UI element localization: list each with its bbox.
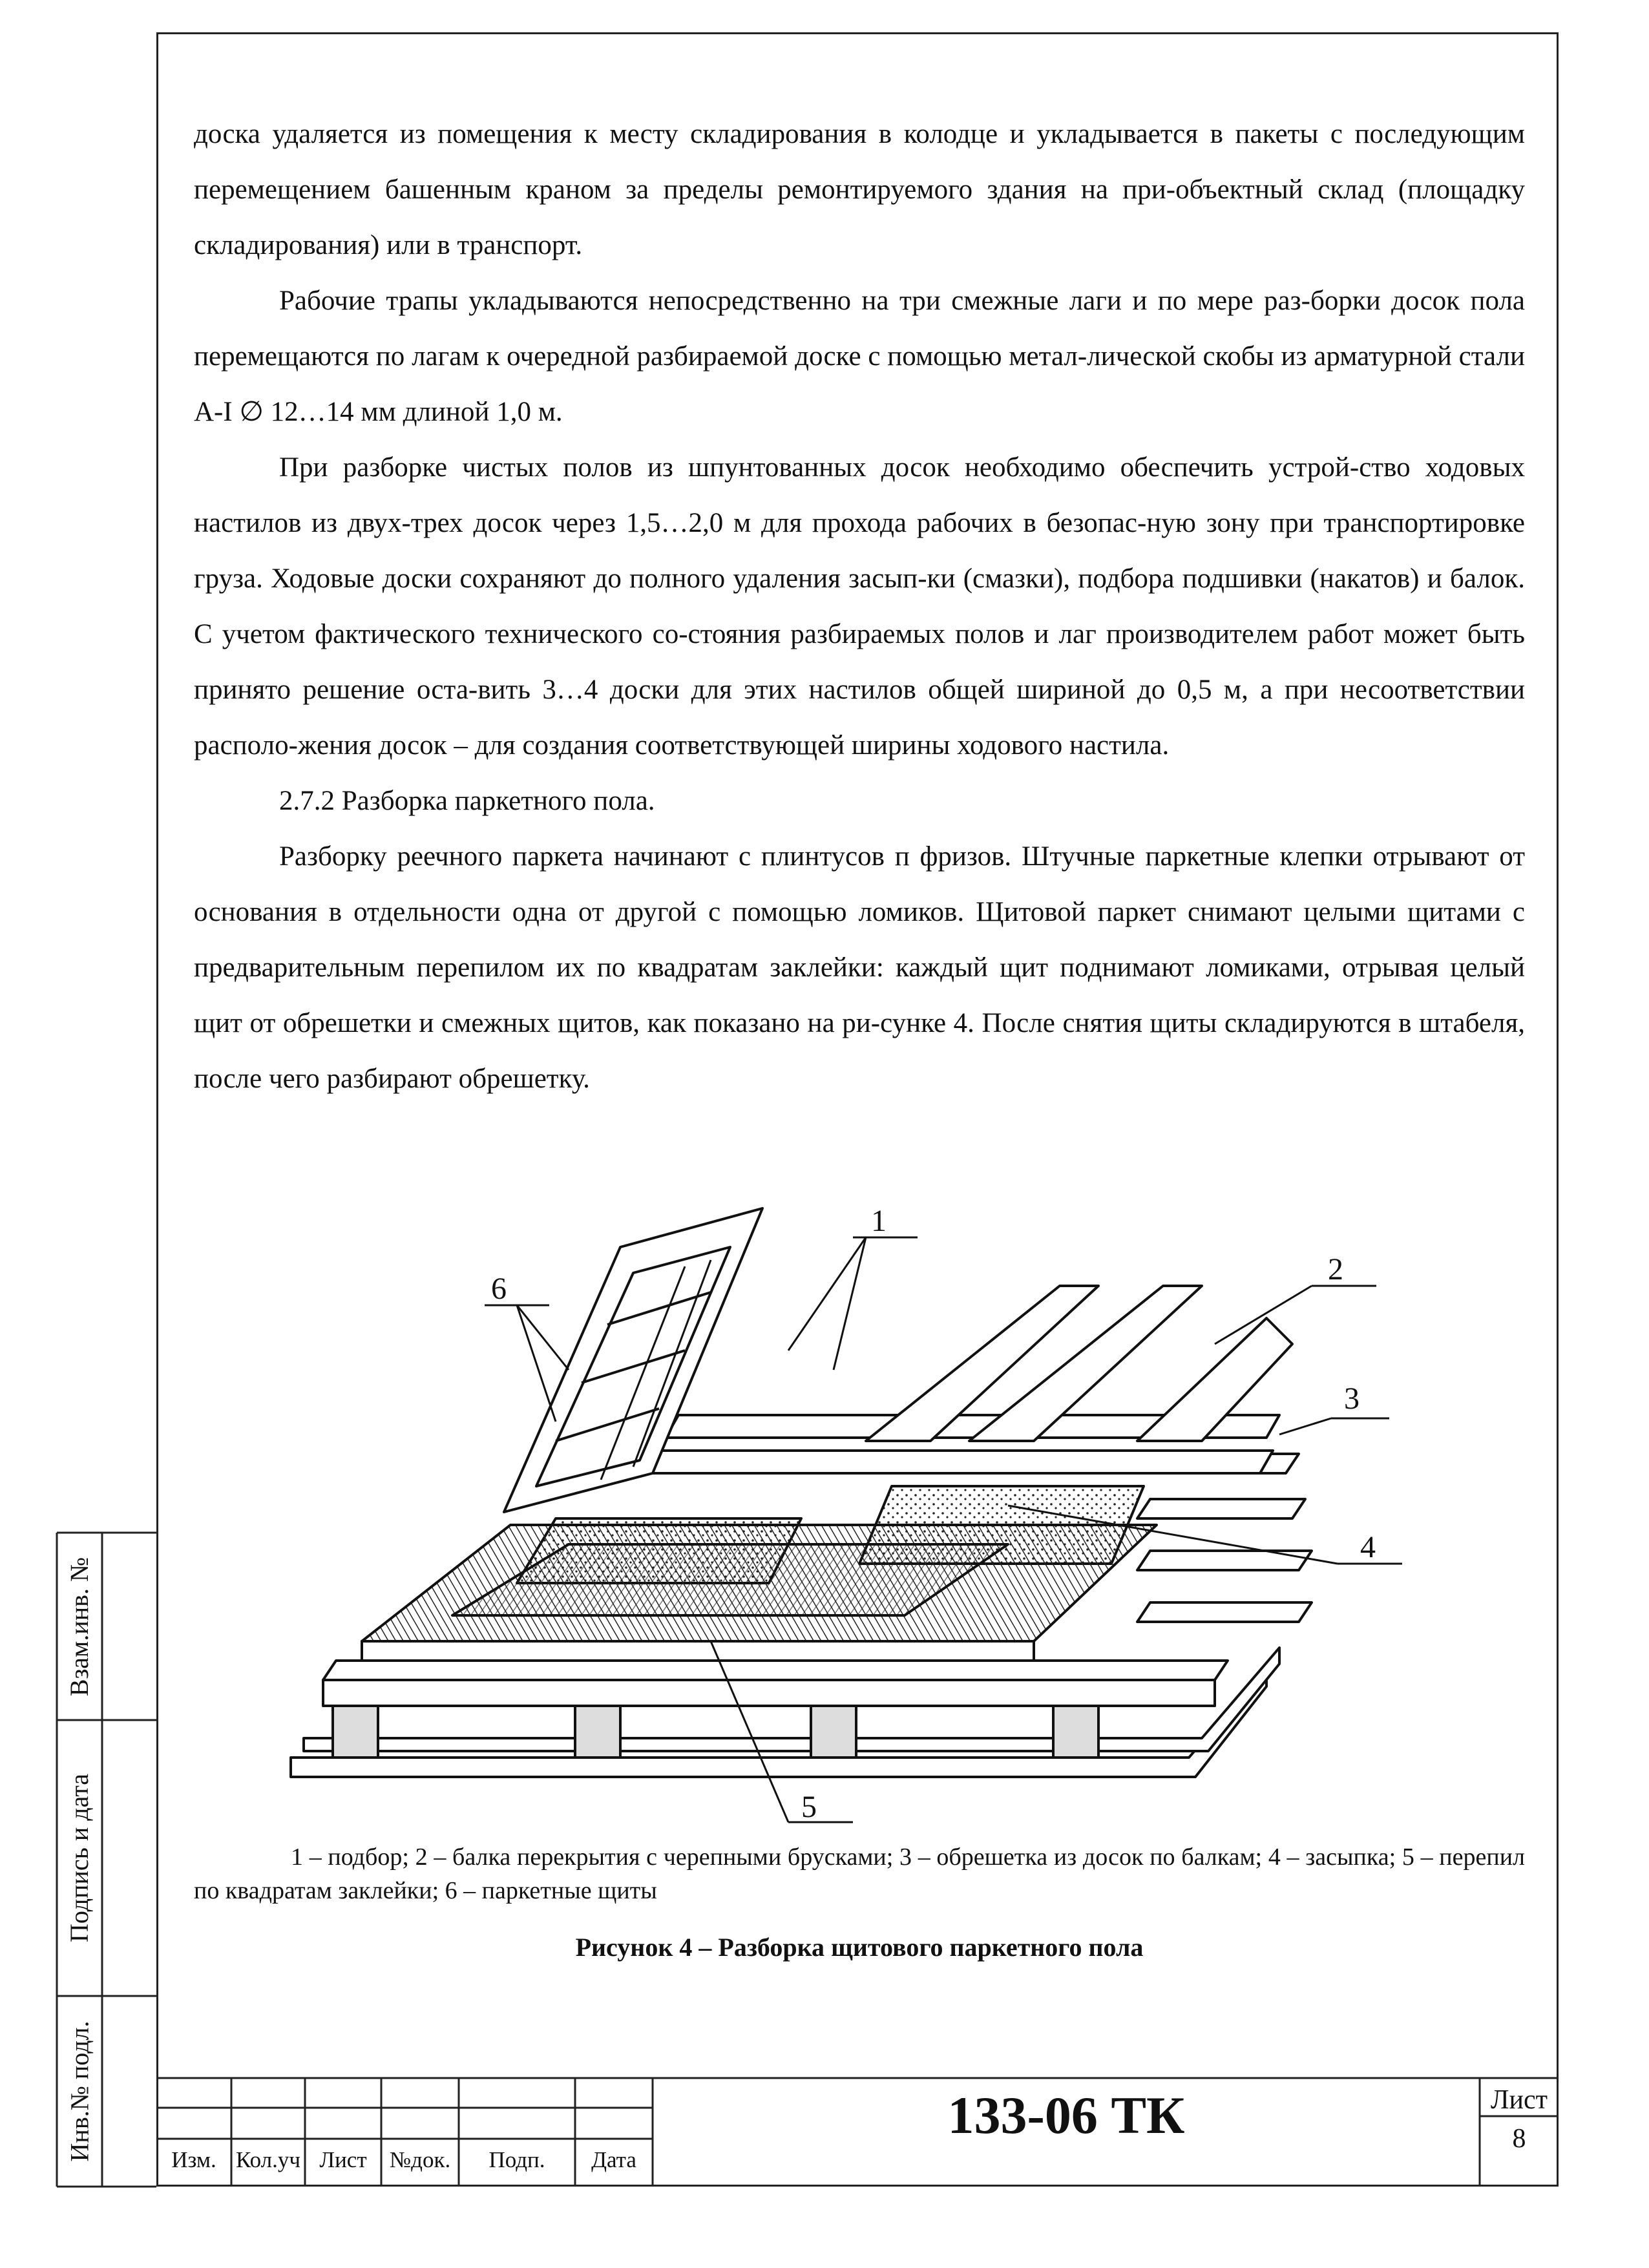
paragraph-3: При разборке чистых полов из шпунтованных досок необходимо обеспечить устрой-ство ходовых настилов из двух-трех досок через 1,5…2,0 м для прохода рабочих в безопас-ную зону при транспортировке груза. Ходовые доски сохраняют до полного удаления засып-ки (смазки), подбора подшивки (накатов) и балок. С учетом фактического технического со-стояния разбираемых полов и лаг производителем работ может быть принято решение оста-вить 3…4 доски для этих настилов общей шириной до 0,5 м, а при несоответствии располо-жения досок – для создания соответствующей ширины ходового настила. (194, 452, 1525, 761)
paragraph-1: доска удаляется из помещения к месту складирования в колодце и укладывается в пакеты с последующим перемещением башенным краном за пределы ремонтируемого здания на при-объектный склад (площадку складирования) или в транспорт. (194, 119, 1525, 260)
document-code: 133-06 ТК (947, 2086, 1185, 2145)
callout-4: 4 (1360, 1530, 1376, 1564)
stamp-col-ndok: №док. (389, 2147, 451, 2172)
stamp-col-kolvo: Кол.уч (236, 2147, 300, 2172)
callout-6: 6 (491, 1272, 507, 1306)
figure-title: Рисунок 4 – Разборка щитового паркетного пола (575, 1933, 1144, 1962)
side-label-inv: Инв.№ подл. (65, 2021, 94, 2162)
stamp-col-data: Дата (591, 2147, 636, 2172)
section-heading: 2.7.2 Разборка паркетного пола. (279, 786, 655, 816)
sheet-number: 8 (1512, 2124, 1526, 2154)
side-label-podpis: Подпись и дата (65, 1773, 94, 1943)
sheet-label: Лист (1491, 2085, 1548, 2115)
paragraph-4: Разборку реечного паркета начинают с плинтусов п фризов. Штучные паркетные клепки отрывают от основания в отдельности одна от другой с помощью ломиков. Щитовой паркет снимают целыми щитами с предварительным перепилом их по квадратам заклейки: каждый щит поднимают ломиками, отрывая целый щит от обрешетки и смежных щитов, как показано на ри-сунке 4. После снятия щиты складируются в штабеля, после чего разбирают обрешетку. (194, 841, 1525, 1094)
stamp-col-podp: Подп. (488, 2147, 545, 2172)
paragraph-2: Рабочие трапы укладываются непосредственно на три смежные лаги и по мере раз-борки досок пола перемещаются по лагам к очередной разбираемой доске с помощью метал-лической скобы из арматурной стали A-I ∅ 12…14 мм длиной 1,0 м. (194, 286, 1525, 427)
stamp-col-izm: Изм. (171, 2147, 216, 2172)
callout-5: 5 (801, 1790, 817, 1824)
callout-2: 2 (1328, 1252, 1343, 1286)
callout-3: 3 (1344, 1381, 1360, 1416)
stamp-col-list: Лист (319, 2147, 367, 2172)
figure-legend: 1 – подбор; 2 – балка перекрытия с черепными брусками; 3 – обрешетка из досок по балкам; 4 – засыпка; 5 – перепил по квадратам заклейки; 6 – паркетные щиты (194, 1843, 1525, 1904)
callout-1: 1 (871, 1204, 887, 1238)
side-label-zam: Взам.инв. № (65, 1557, 94, 1696)
